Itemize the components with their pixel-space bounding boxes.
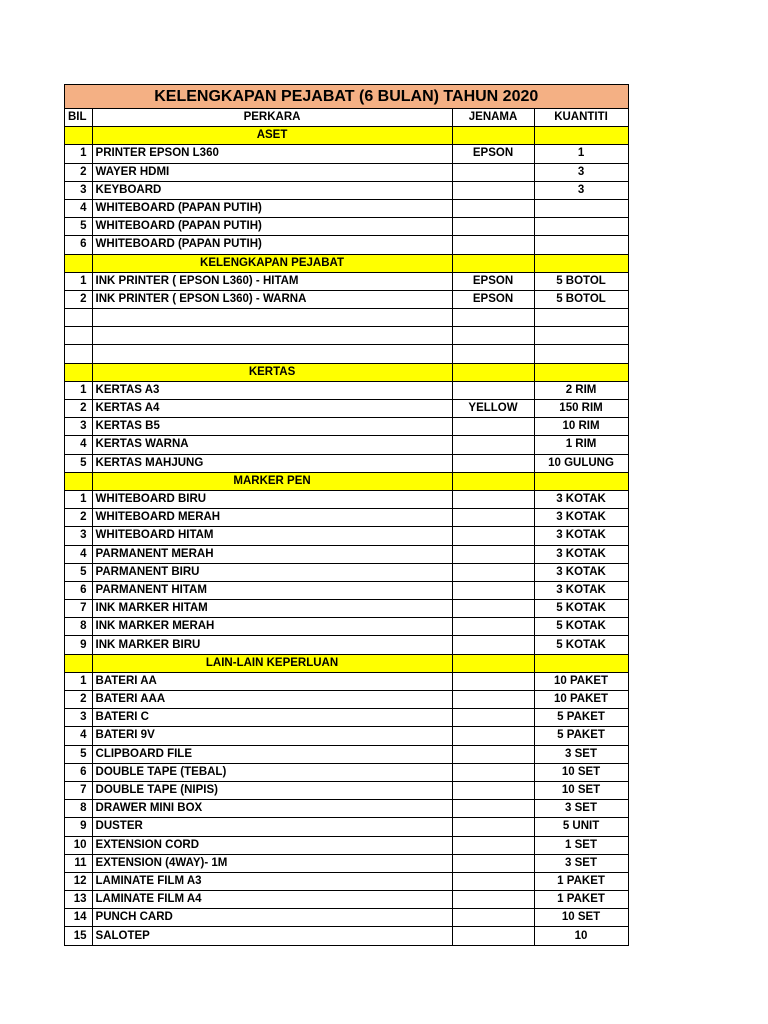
table-row bbox=[65, 345, 629, 363]
item-perkara: BATERI AA bbox=[92, 672, 452, 690]
table-row bbox=[65, 854, 629, 872]
item-jenama bbox=[452, 527, 534, 545]
title-row bbox=[65, 85, 629, 109]
item-kuantiti: 10 SET bbox=[534, 909, 628, 927]
item-kuantiti bbox=[534, 236, 628, 254]
table-row bbox=[65, 727, 629, 745]
table-row bbox=[65, 745, 629, 763]
section-name: ASET bbox=[92, 127, 452, 145]
table-row bbox=[65, 818, 629, 836]
table-row bbox=[65, 454, 629, 472]
item-kuantiti: 3 SET bbox=[534, 745, 628, 763]
table-row bbox=[65, 236, 629, 254]
table-row bbox=[65, 672, 629, 690]
section-kuantiti-cell bbox=[534, 472, 628, 490]
item-jenama bbox=[452, 490, 534, 508]
item-bil: 15 bbox=[65, 927, 93, 945]
section-jenama-cell bbox=[452, 127, 534, 145]
section-kuantiti-cell bbox=[534, 254, 628, 272]
item-kuantiti: 10 SET bbox=[534, 763, 628, 781]
item-jenama bbox=[452, 454, 534, 472]
section-row bbox=[65, 472, 629, 490]
item-perkara: WHITEBOARD (PAPAN PUTIH) bbox=[92, 199, 452, 217]
item-bil: 2 bbox=[65, 163, 93, 181]
item-jenama bbox=[452, 581, 534, 599]
item-jenama bbox=[452, 199, 534, 217]
item-bil: 1 bbox=[65, 145, 93, 163]
section-bil-cell bbox=[65, 127, 93, 145]
item-bil: 8 bbox=[65, 800, 93, 818]
item-bil bbox=[65, 345, 93, 363]
item-bil: 12 bbox=[65, 872, 93, 890]
item-kuantiti: 3 KOTAK bbox=[534, 527, 628, 545]
table-row bbox=[65, 836, 629, 854]
item-bil: 3 bbox=[65, 418, 93, 436]
item-perkara: KERTAS A3 bbox=[92, 381, 452, 399]
item-perkara: INK MARKER BIRU bbox=[92, 636, 452, 654]
item-jenama bbox=[452, 745, 534, 763]
item-kuantiti: 10 SET bbox=[534, 781, 628, 799]
item-jenama bbox=[452, 600, 534, 618]
item-jenama bbox=[452, 836, 534, 854]
item-bil: 2 bbox=[65, 691, 93, 709]
item-perkara: WHITEBOARD (PAPAN PUTIH) bbox=[92, 218, 452, 236]
item-perkara bbox=[92, 309, 452, 327]
item-kuantiti: 5 KOTAK bbox=[534, 636, 628, 654]
section-bil-cell bbox=[65, 472, 93, 490]
item-bil: 5 bbox=[65, 454, 93, 472]
section-jenama-cell bbox=[452, 472, 534, 490]
section-kuantiti-cell bbox=[534, 654, 628, 672]
item-jenama bbox=[452, 381, 534, 399]
item-bil: 1 bbox=[65, 490, 93, 508]
table-row bbox=[65, 436, 629, 454]
item-jenama bbox=[452, 327, 534, 345]
table-row bbox=[65, 891, 629, 909]
item-perkara: PUNCH CARD bbox=[92, 909, 452, 927]
item-jenama: EPSON bbox=[452, 145, 534, 163]
item-perkara: INK MARKER MERAH bbox=[92, 618, 452, 636]
inventory-table-body bbox=[65, 85, 629, 946]
item-perkara: WHITEBOARD HITAM bbox=[92, 527, 452, 545]
item-jenama bbox=[452, 436, 534, 454]
item-kuantiti: 10 GULUNG bbox=[534, 454, 628, 472]
item-bil: 14 bbox=[65, 909, 93, 927]
inventory-table bbox=[64, 84, 629, 946]
item-perkara: DOUBLE TAPE (NIPIS) bbox=[92, 781, 452, 799]
item-bil: 2 bbox=[65, 400, 93, 418]
item-bil: 5 bbox=[65, 563, 93, 581]
item-perkara: BATERI 9V bbox=[92, 727, 452, 745]
item-jenama bbox=[452, 636, 534, 654]
item-jenama bbox=[452, 345, 534, 363]
header-row bbox=[65, 109, 629, 127]
item-kuantiti: 5 BOTOL bbox=[534, 290, 628, 308]
section-name: LAIN-LAIN KEPERLUAN bbox=[92, 654, 452, 672]
item-kuantiti: 3 bbox=[534, 181, 628, 199]
item-kuantiti: 3 KOTAK bbox=[534, 581, 628, 599]
item-perkara: KERTAS A4 bbox=[92, 400, 452, 418]
item-bil: 11 bbox=[65, 854, 93, 872]
item-perkara: SALOTEP bbox=[92, 927, 452, 945]
item-kuantiti bbox=[534, 327, 628, 345]
item-kuantiti: 5 BOTOL bbox=[534, 272, 628, 290]
item-jenama: YELLOW bbox=[452, 400, 534, 418]
item-perkara: KEYBOARD bbox=[92, 181, 452, 199]
item-perkara: LAMINATE FILM A3 bbox=[92, 872, 452, 890]
item-perkara: BATERI C bbox=[92, 709, 452, 727]
item-bil: 7 bbox=[65, 600, 93, 618]
table-row bbox=[65, 581, 629, 599]
item-kuantiti: 3 KOTAK bbox=[534, 509, 628, 527]
item-jenama bbox=[452, 309, 534, 327]
item-kuantiti: 1 bbox=[534, 145, 628, 163]
section-row bbox=[65, 254, 629, 272]
sheet-title: KELENGKAPAN PEJABAT (6 BULAN) TAHUN 2020 bbox=[65, 85, 629, 109]
item-perkara: BATERI AAA bbox=[92, 691, 452, 709]
item-bil: 10 bbox=[65, 836, 93, 854]
table-row bbox=[65, 218, 629, 236]
item-perkara: INK MARKER HITAM bbox=[92, 600, 452, 618]
item-kuantiti: 3 KOTAK bbox=[534, 490, 628, 508]
section-name: KELENGKAPAN PEJABAT bbox=[92, 254, 452, 272]
item-perkara: EXTENSION CORD bbox=[92, 836, 452, 854]
table-row bbox=[65, 600, 629, 618]
item-kuantiti: 10 PAKET bbox=[534, 691, 628, 709]
table-row bbox=[65, 781, 629, 799]
header-kuantiti: KUANTITI bbox=[534, 109, 628, 127]
section-jenama-cell bbox=[452, 654, 534, 672]
table-row bbox=[65, 709, 629, 727]
item-jenama bbox=[452, 236, 534, 254]
item-bil: 6 bbox=[65, 581, 93, 599]
item-kuantiti: 5 KOTAK bbox=[534, 600, 628, 618]
table-row bbox=[65, 199, 629, 217]
item-bil: 1 bbox=[65, 272, 93, 290]
item-bil bbox=[65, 327, 93, 345]
item-jenama bbox=[452, 563, 534, 581]
item-perkara: LAMINATE FILM A4 bbox=[92, 891, 452, 909]
item-kuantiti: 3 KOTAK bbox=[534, 545, 628, 563]
item-jenama bbox=[452, 854, 534, 872]
section-name: MARKER PEN bbox=[92, 472, 452, 490]
item-bil: 9 bbox=[65, 818, 93, 836]
table-row bbox=[65, 381, 629, 399]
table-row bbox=[65, 800, 629, 818]
item-perkara: DRAWER MINI BOX bbox=[92, 800, 452, 818]
item-perkara: INK PRINTER ( EPSON L360) - WARNA bbox=[92, 290, 452, 308]
item-kuantiti: 1 RIM bbox=[534, 436, 628, 454]
item-bil: 5 bbox=[65, 218, 93, 236]
item-kuantiti: 3 SET bbox=[534, 800, 628, 818]
item-kuantiti: 5 PAKET bbox=[534, 727, 628, 745]
item-jenama: EPSON bbox=[452, 272, 534, 290]
item-jenama bbox=[452, 727, 534, 745]
item-bil: 4 bbox=[65, 545, 93, 563]
item-perkara: KERTAS MAHJUNG bbox=[92, 454, 452, 472]
item-bil: 4 bbox=[65, 727, 93, 745]
item-jenama bbox=[452, 927, 534, 945]
header-jenama: JENAMA bbox=[452, 109, 534, 127]
item-jenama bbox=[452, 672, 534, 690]
section-row bbox=[65, 127, 629, 145]
item-kuantiti bbox=[534, 199, 628, 217]
table-row bbox=[65, 272, 629, 290]
header-perkara: PERKARA bbox=[92, 109, 452, 127]
item-bil: 13 bbox=[65, 891, 93, 909]
item-jenama bbox=[452, 418, 534, 436]
item-bil: 3 bbox=[65, 181, 93, 199]
table-row bbox=[65, 181, 629, 199]
item-kuantiti bbox=[534, 345, 628, 363]
item-kuantiti: 5 UNIT bbox=[534, 818, 628, 836]
item-bil: 4 bbox=[65, 436, 93, 454]
section-bil-cell bbox=[65, 254, 93, 272]
item-kuantiti: 5 PAKET bbox=[534, 709, 628, 727]
table-row bbox=[65, 763, 629, 781]
item-perkara: WHITEBOARD BIRU bbox=[92, 490, 452, 508]
item-jenama bbox=[452, 218, 534, 236]
table-row bbox=[65, 618, 629, 636]
item-jenama bbox=[452, 709, 534, 727]
item-perkara: PRINTER EPSON L360 bbox=[92, 145, 452, 163]
item-perkara: WAYER HDMI bbox=[92, 163, 452, 181]
item-jenama bbox=[452, 618, 534, 636]
item-bil: 9 bbox=[65, 636, 93, 654]
section-row bbox=[65, 654, 629, 672]
table-row bbox=[65, 145, 629, 163]
item-kuantiti: 1 PAKET bbox=[534, 891, 628, 909]
item-jenama bbox=[452, 818, 534, 836]
item-bil: 7 bbox=[65, 781, 93, 799]
item-jenama bbox=[452, 763, 534, 781]
item-bil: 1 bbox=[65, 381, 93, 399]
item-perkara: WHITEBOARD (PAPAN PUTIH) bbox=[92, 236, 452, 254]
item-kuantiti: 2 RIM bbox=[534, 381, 628, 399]
item-jenama bbox=[452, 181, 534, 199]
table-row bbox=[65, 909, 629, 927]
table-row bbox=[65, 545, 629, 563]
item-perkara: KERTAS B5 bbox=[92, 418, 452, 436]
item-perkara bbox=[92, 327, 452, 345]
item-jenama bbox=[452, 909, 534, 927]
table-row bbox=[65, 290, 629, 308]
item-jenama bbox=[452, 691, 534, 709]
section-bil-cell bbox=[65, 654, 93, 672]
table-row bbox=[65, 872, 629, 890]
table-row bbox=[65, 163, 629, 181]
section-bil-cell bbox=[65, 363, 93, 381]
item-jenama bbox=[452, 509, 534, 527]
item-perkara: DOUBLE TAPE (TEBAL) bbox=[92, 763, 452, 781]
table-row bbox=[65, 309, 629, 327]
item-perkara: INK PRINTER ( EPSON L360) - HITAM bbox=[92, 272, 452, 290]
item-bil: 1 bbox=[65, 672, 93, 690]
item-perkara bbox=[92, 345, 452, 363]
table-row bbox=[65, 927, 629, 945]
item-kuantiti: 150 RIM bbox=[534, 400, 628, 418]
item-perkara: PARMANENT MERAH bbox=[92, 545, 452, 563]
section-kuantiti-cell bbox=[534, 363, 628, 381]
item-perkara: EXTENSION (4WAY)- 1M bbox=[92, 854, 452, 872]
table-row bbox=[65, 327, 629, 345]
item-kuantiti: 1 PAKET bbox=[534, 872, 628, 890]
section-jenama-cell bbox=[452, 254, 534, 272]
item-bil: 8 bbox=[65, 618, 93, 636]
table-row bbox=[65, 563, 629, 581]
item-perkara: KERTAS WARNA bbox=[92, 436, 452, 454]
item-jenama bbox=[452, 781, 534, 799]
section-jenama-cell bbox=[452, 363, 534, 381]
item-jenama bbox=[452, 872, 534, 890]
item-bil bbox=[65, 309, 93, 327]
item-bil: 3 bbox=[65, 709, 93, 727]
section-row bbox=[65, 363, 629, 381]
item-jenama bbox=[452, 800, 534, 818]
header-bil: BIL bbox=[65, 109, 93, 127]
item-kuantiti: 3 SET bbox=[534, 854, 628, 872]
table-row bbox=[65, 527, 629, 545]
item-perkara: CLIPBOARD FILE bbox=[92, 745, 452, 763]
item-kuantiti: 10 PAKET bbox=[534, 672, 628, 690]
item-bil: 4 bbox=[65, 199, 93, 217]
item-perkara: PARMANENT HITAM bbox=[92, 581, 452, 599]
item-bil: 2 bbox=[65, 509, 93, 527]
item-bil: 5 bbox=[65, 745, 93, 763]
table-row bbox=[65, 691, 629, 709]
item-perkara: WHITEBOARD MERAH bbox=[92, 509, 452, 527]
item-bil: 6 bbox=[65, 763, 93, 781]
item-jenama: EPSON bbox=[452, 290, 534, 308]
item-bil: 6 bbox=[65, 236, 93, 254]
item-bil: 2 bbox=[65, 290, 93, 308]
item-kuantiti bbox=[534, 309, 628, 327]
item-kuantiti: 5 KOTAK bbox=[534, 618, 628, 636]
item-jenama bbox=[452, 891, 534, 909]
item-perkara: DUSTER bbox=[92, 818, 452, 836]
item-perkara: PARMANENT BIRU bbox=[92, 563, 452, 581]
item-jenama bbox=[452, 545, 534, 563]
section-kuantiti-cell bbox=[534, 127, 628, 145]
item-kuantiti: 3 KOTAK bbox=[534, 563, 628, 581]
table-row bbox=[65, 509, 629, 527]
item-kuantiti: 1 SET bbox=[534, 836, 628, 854]
table-row bbox=[65, 400, 629, 418]
item-bil: 3 bbox=[65, 527, 93, 545]
item-jenama bbox=[452, 163, 534, 181]
item-kuantiti bbox=[534, 218, 628, 236]
section-name: KERTAS bbox=[92, 363, 452, 381]
table-row bbox=[65, 490, 629, 508]
item-kuantiti: 3 bbox=[534, 163, 628, 181]
item-kuantiti: 10 bbox=[534, 927, 628, 945]
table-row bbox=[65, 636, 629, 654]
table-row bbox=[65, 418, 629, 436]
item-kuantiti: 10 RIM bbox=[534, 418, 628, 436]
